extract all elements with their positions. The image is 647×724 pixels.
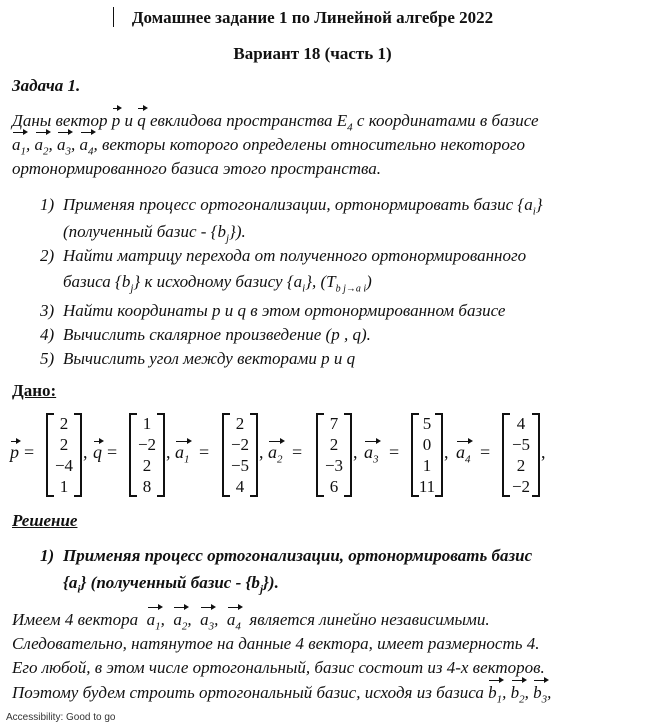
vector-p: p: [112, 109, 121, 133]
step-text: $\{a_i\}$ (полученный базис - $\{b_j\}$).: [63, 573, 279, 596]
solution-para-line4: Поэтому будем строить ортогональный базис, исходя из базиса $b_1$, $b_2$, $b_3$,: [12, 681, 551, 712]
label-p: p: [10, 442, 19, 462]
intro-text-2: , векторы которого определены относительно некоторого: [93, 135, 525, 154]
variant-title: Вариант 18 (часть 1): [233, 44, 392, 63]
label-a2: $a_2$: [268, 442, 283, 466]
step-text: Применяя процесс ортогонализации, ортонормировать базис: [63, 546, 533, 565]
step-text: Найти матрицу перехода от полученного ортонормированного: [63, 246, 527, 265]
matrix-q: 1 −2 2 8: [129, 413, 165, 497]
step-text: Найти координаты p и q в этом ортонормированном базисе: [63, 301, 506, 320]
given-heading: Дано:: [12, 381, 57, 400]
label-a4: $a_4$: [456, 442, 471, 466]
status-bar: [0, 712, 647, 724]
solution-para-line3: Его любой, в этом числе ортогональный, базис состоит из 4-х векторов.: [12, 658, 545, 677]
vector-q: q: [137, 109, 146, 133]
task-intro-line3: ортонормированного базиса этого пространства.: [12, 159, 382, 178]
intro-text: Даны вектор: [12, 111, 108, 130]
basis-vector-a2: $a_2$: [35, 133, 49, 164]
step-number: 4): [40, 325, 55, 344]
matrix-a1: 2 −2 −5 4: [222, 413, 258, 497]
step-number: 1): [40, 546, 55, 565]
matrix-a4: 4 −5 2 −2: [502, 413, 540, 497]
step-text: Вычислить угол между векторами p и q: [63, 349, 356, 368]
step-text: Применяя процесс ортогонализации, ортонормировать базис $\{a_i\}$: [63, 195, 543, 218]
matrix-a3: 5 0 1 11: [411, 413, 443, 497]
step-number: 1): [40, 195, 55, 214]
step-number: 2): [40, 246, 55, 265]
step-text: Вычислить скалярное произведение (p , q).: [63, 325, 371, 344]
label-a1: $a_1$: [175, 442, 190, 466]
solution-heading: Решение: [12, 511, 78, 530]
intro-text-c: с координатами в базисе: [356, 111, 539, 130]
intro-and: и: [124, 111, 133, 130]
matrix-p: 2 2 −4 1: [46, 413, 82, 497]
basis-vector-a1: $a_1$: [12, 133, 26, 164]
step-text: (полученный базис - $\{b_j\}$).: [63, 222, 246, 245]
label-q: q: [93, 442, 102, 462]
solution-para-line1: Имеем 4 вектора $a_1$, $a_2$, $a_3$, $a_4$ является линейно независимыми.: [12, 608, 612, 639]
label-a3: $a_3$: [364, 442, 379, 466]
space-dim: 4: [347, 121, 353, 134]
solution-para-line2: Следовательно, натянутое на данные 4 вектора, имеет размерность 4.: [12, 634, 540, 653]
basis-vector-a3: $a_3$: [57, 133, 71, 164]
basis-vector-a4: $a_4$: [80, 133, 94, 164]
matrix-a2: 7 2 −3 6: [316, 413, 352, 497]
task-intro-line2: $a_1$, $a_2$, $a_3$, $a_4$, векторы которого определены относительно некоторого: [12, 133, 632, 164]
task-heading: Задача 1.: [12, 76, 81, 95]
document-title: Домашнее задание 1 по Линейной алгебре 2022: [131, 8, 494, 27]
step-number: 3): [40, 301, 55, 320]
intro-text-b: евклидова пространства E: [149, 111, 348, 130]
accessibility-status[interactable]: Accessibility: Good to go: [6, 712, 116, 723]
step-text: базиса $\{b_j\}$ к исходному базису $\{a_i\}$, $(T_{b j\to a i})$: [63, 272, 372, 295]
step-number: 5): [40, 349, 55, 368]
